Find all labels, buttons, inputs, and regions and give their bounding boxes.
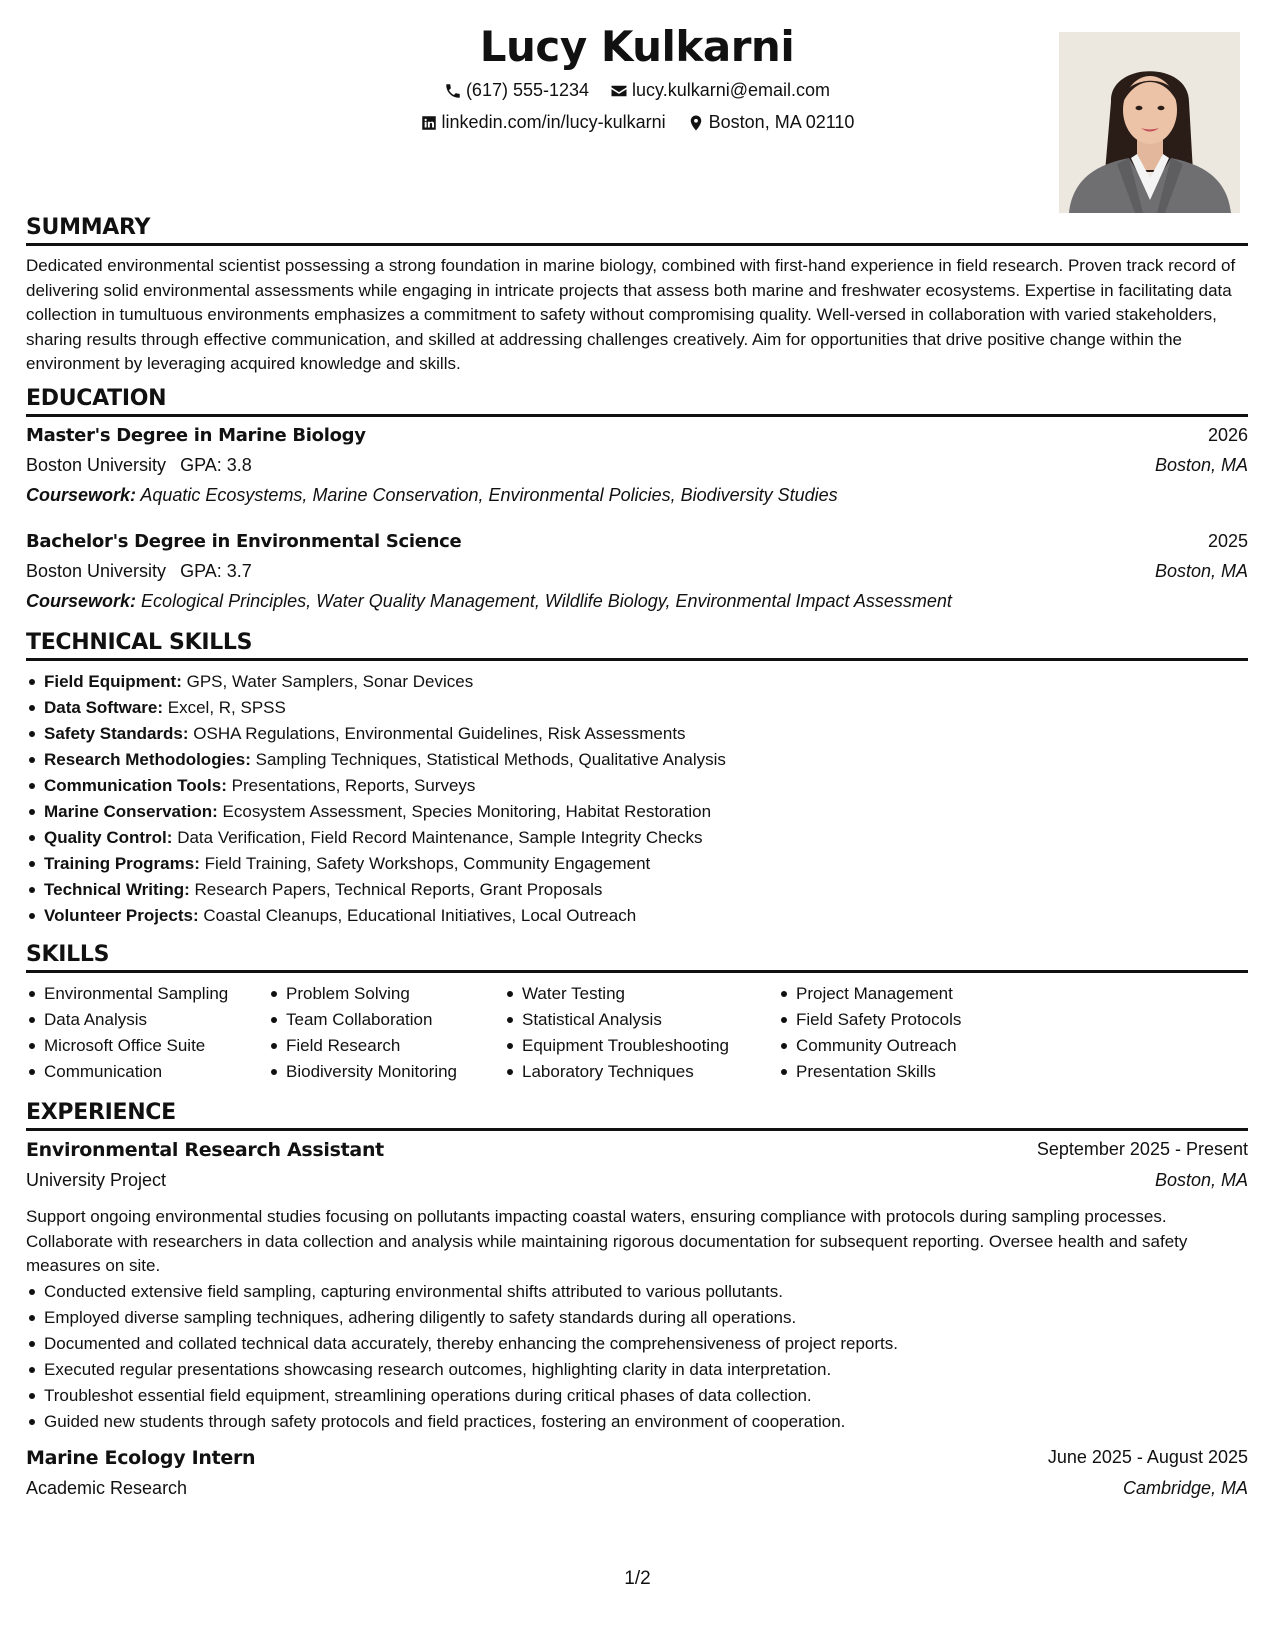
candidate-name: Lucy Kulkarni <box>479 22 795 71</box>
coursework-label: Coursework: <box>26 485 137 505</box>
list-item: Data Analysis <box>26 1007 268 1033</box>
school-name: Boston University <box>26 455 167 475</box>
job-org: Academic Research <box>26 1477 188 1498</box>
list-item: Training Programs: Field Training, Safety Workshops, Community Engagement <box>26 851 1248 877</box>
envelope-icon <box>610 82 628 100</box>
skills-column <box>268 981 504 1085</box>
list-item: Communication <box>26 1059 268 1085</box>
coursework-label: Coursework: <box>26 591 137 611</box>
list-item: Quality Control: Data Verification, Field Record Maintenance, Sample Integrity Checks <box>26 825 1248 851</box>
profile-photo <box>1059 32 1240 213</box>
phone-icon <box>444 82 462 100</box>
list-item: Biodiversity Monitoring <box>268 1059 504 1085</box>
resume-page <box>26 0 1248 1650</box>
contact-linkedin[interactable] <box>420 112 666 133</box>
list-item: Field Research <box>268 1033 504 1059</box>
resume-header <box>26 0 1248 220</box>
list-item: Presentation Skills <box>778 1059 1038 1085</box>
school-location: Boston, MA <box>1154 561 1248 581</box>
list-item: Employed diverse sampling techniques, adhering diligently to safety standards during all operations. <box>26 1305 1248 1331</box>
list-item: Communication Tools: Presentations, Reports, Surveys <box>26 773 1248 799</box>
skills-grid <box>26 981 1248 1085</box>
list-item: Environmental Sampling <box>26 981 268 1007</box>
job-org: University Project <box>26 1170 167 1190</box>
experience-section <box>26 1100 1248 1509</box>
job-description: Support ongoing environmental studies focusing on pollutants impacting coastal waters, ensuring compliance with protocols during sampling processes. Collaborate with researchers in data collection and analysis while maintaining rigorous documentation for subsequent reporting. Oversee health and safety measures on site. <box>26 1207 1188 1275</box>
school-name: Boston University <box>26 561 167 581</box>
job-entry <box>26 1447 1248 1509</box>
degree-year: 2025 <box>1207 531 1248 551</box>
list-item: Executed regular presentations showcasing research outcomes, highlighting clarity in data interpretation. <box>26 1357 1248 1383</box>
list-item: Statistical Analysis <box>504 1007 778 1033</box>
phone-text: (617) 555-1234 <box>465 80 590 100</box>
list-item: Microsoft Office Suite <box>26 1033 268 1059</box>
list-item: Project Management <box>778 981 1038 1007</box>
gpa: GPA: 3.8 <box>180 455 252 475</box>
linkedin-icon <box>420 114 438 132</box>
summary-section <box>26 215 1248 377</box>
education-section <box>26 386 1248 627</box>
contact-email[interactable] <box>610 80 830 101</box>
job-dates: September 2025 - Present <box>1036 1139 1248 1159</box>
job-location: Boston, MA <box>1154 1170 1248 1190</box>
list-item: Technical Writing: Research Papers, Technical Reports, Grant Proposals <box>26 877 1248 903</box>
education-entry <box>26 531 1248 627</box>
degree-title: Bachelor's Degree in Environmental Science <box>26 531 462 552</box>
job-location: Cambridge, MA <box>1122 1477 1248 1498</box>
list-item: Troubleshot essential field equipment, streamlining operations during critical phases of data collection. <box>26 1383 1248 1409</box>
job-title: Environmental Research Assistant <box>26 1139 384 1161</box>
education-heading: EDUCATION <box>26 386 1248 417</box>
technical-skills-list <box>26 669 1248 929</box>
list-item: Volunteer Projects: Coastal Cleanups, Educational Initiatives, Local Outreach <box>26 903 1248 929</box>
list-item: Guided new students through safety protocols and field practices, fostering an environment of cooperation. <box>26 1409 1248 1435</box>
list-item: Equipment Troubleshooting <box>504 1033 778 1059</box>
list-item: Data Software: Excel, R, SPSS <box>26 695 1248 721</box>
list-item: Documented and collated technical data accurately, thereby enhancing the comprehensiveness of project reports. <box>26 1331 1248 1357</box>
coursework-list: Ecological Principles, Water Quality Management, Wildlife Biology, Environmental Impact Assessment <box>141 591 952 611</box>
job-title: Marine Ecology Intern <box>26 1446 256 1469</box>
list-item: Field Safety Protocols <box>778 1007 1038 1033</box>
job-entry <box>26 1139 1248 1435</box>
technical-skills-heading: TECHNICAL SKILLS <box>26 630 1248 661</box>
education-entry <box>26 425 1248 521</box>
technical-skills-section <box>26 630 1248 929</box>
contact-phone <box>444 80 589 101</box>
summary-text: Dedicated environmental scientist possessing a strong foundation in marine biology, combined with first-hand experience in field research. Proven track record of delivering solid environmental assessments while engaging in intricate projects that assess both marine and freshwater ecosystems. Expertise in facilitating data collection in tumultuous environments emphasizes a commitment to safety without compromising quality. Well-versed in collaboration with varied stakeholders, sharing results through effective communication, and skilled at addressing challenges creatively. Aim for opportunities that drive positive change within the environment by leveraging acquired knowledge and skills. <box>26 256 1236 373</box>
degree-title: Master's Degree in Marine Biology <box>26 425 366 446</box>
skills-section <box>26 942 1248 1085</box>
list-item: Research Methodologies: Sampling Techniques, Statistical Methods, Qualitative Analysis <box>26 747 1248 773</box>
degree-year: 2026 <box>1207 425 1248 445</box>
list-item: Team Collaboration <box>268 1007 504 1033</box>
list-item: Safety Standards: OSHA Regulations, Environmental Guidelines, Risk Assessments <box>26 721 1248 747</box>
skills-column <box>778 981 1038 1085</box>
job-dates: June 2025 - August 2025 <box>1047 1446 1248 1467</box>
coursework-list: Aquatic Ecosystems, Marine Conservation, Environmental Policies, Biodiversity Studies <box>140 485 838 505</box>
list-item: Marine Conservation: Ecosystem Assessment, Species Monitoring, Habitat Restoration <box>26 799 1248 825</box>
job-bullets <box>26 1279 1248 1435</box>
list-item: Laboratory Techniques <box>504 1059 778 1085</box>
list-item: Community Outreach <box>778 1033 1038 1059</box>
school-location: Boston, MA <box>1154 455 1248 475</box>
list-item: Water Testing <box>504 981 778 1007</box>
skills-heading: SKILLS <box>26 942 1248 973</box>
list-item: Field Equipment: GPS, Water Samplers, Sonar Devices <box>26 669 1248 695</box>
contact-location <box>687 112 855 133</box>
map-pin-icon <box>687 114 705 132</box>
skills-column <box>504 981 778 1085</box>
email-link[interactable]: lucy.kulkarni@email.com <box>632 80 831 100</box>
list-item: Problem Solving <box>268 981 504 1007</box>
skills-column <box>26 981 268 1085</box>
list-item: Conducted extensive field sampling, capturing environmental shifts attributed to various pollutants. <box>26 1279 1248 1305</box>
location-text: Boston, MA 02110 <box>708 112 855 132</box>
linkedin-link[interactable]: linkedin.com/in/lucy-kulkarni <box>441 112 666 132</box>
gpa: GPA: 3.7 <box>180 561 252 581</box>
experience-heading: EXPERIENCE <box>26 1100 1248 1131</box>
summary-heading: SUMMARY <box>26 215 1248 246</box>
page-number: 1/2 <box>624 1568 651 1589</box>
